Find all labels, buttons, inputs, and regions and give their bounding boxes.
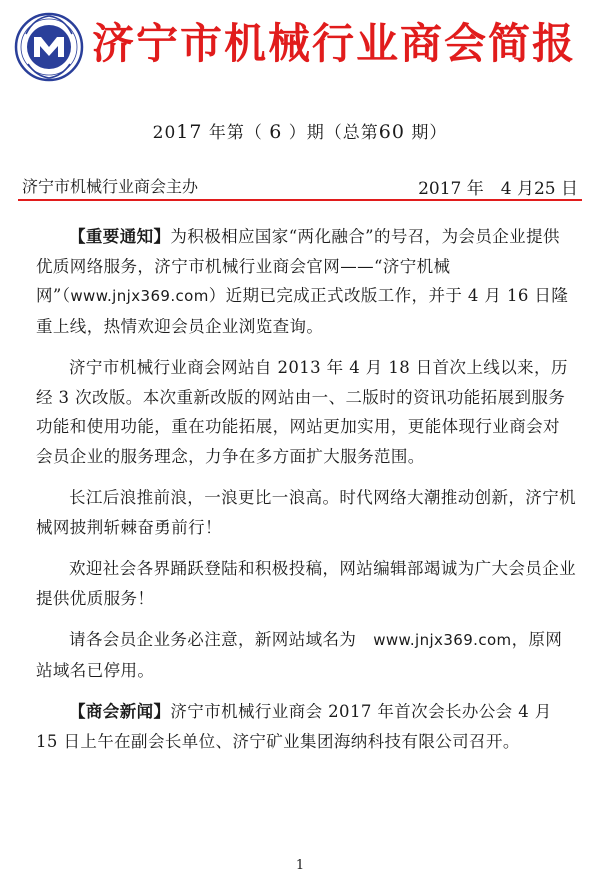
paragraph-text: 为积极相应国家“两化融合”的号召，为会员企业提供优质网络服务，济宁市机械行业商会官网——“济宁机械网”（ — [36, 227, 560, 305]
issue-label-mid: ）期（总第 — [288, 123, 379, 143]
article-body — [36, 222, 576, 768]
paragraph-text: ，原网站域名已停用。 — [36, 630, 563, 680]
issue-year-suffix: 17 — [176, 121, 203, 143]
paragraph-chamber-news — [36, 697, 576, 756]
host-organization: 济宁市机械行业商会主办 — [22, 177, 199, 196]
issue-label-end: 期） — [411, 123, 448, 143]
issue-year-prefix: 20 — [152, 123, 177, 143]
paragraph-slogan: 长江后浪推前浪，一浪更比一浪高。时代网络大潮推动创新，济宁机械网披荆斩棘奋勇前行！ — [36, 488, 576, 537]
tag-important-notice: 【重要通知】 — [69, 227, 171, 246]
website-url: www.jnjx369.com — [373, 631, 512, 649]
issue-label-year: 年第（ — [208, 123, 263, 143]
masthead — [0, 0, 600, 120]
newsletter-title: 济宁市机械行业商会简报 — [92, 19, 577, 68]
header-divider — [18, 199, 582, 201]
paragraph-welcome: 欢迎社会各界踊跃登陆和积极投稿，网站编辑部竭诚为广大会员企业提供优质服务！ — [36, 559, 576, 608]
paragraph-text: ）近期已完成正式改版工作，并于 4 月 16 日隆重上线，热情欢迎会员企业浏览查询。 — [36, 286, 569, 336]
issue-number: 6 — [269, 121, 283, 143]
issue-total-number: 60 — [378, 121, 405, 143]
paragraph-domain-notice — [36, 625, 576, 685]
meta-line — [22, 174, 578, 198]
page-number: 1 — [295, 858, 305, 873]
publish-date: 2017 年 4 月25 日 — [418, 179, 578, 199]
website-url: www.jnjx369.com — [70, 287, 209, 305]
paragraph-text: 济宁市机械行业商会 2017 年首次会长办公会 4 月 15 日上午在副会长单位、济宁矿业集团海纳科技有限公司召开。 — [36, 702, 552, 751]
chamber-logo — [14, 12, 84, 82]
issue-line — [0, 118, 600, 143]
paragraph-history: 济宁市机械行业商会网站自 2013 年 4 月 18 日首次上线以来，历经 3 次改版。本次重新改版的网站由一、二版时的资讯功能拓展到服务功能和使用功能，重在功能拓展，网站更加实用，更能体现行业商会对会员企业的服务理念，力争在多方面扩大服务范围。 — [36, 358, 568, 466]
paragraph-important-notice — [36, 222, 576, 341]
paragraph-text: 请各会员企业务必注意，新网站域名为 — [69, 630, 374, 649]
tag-chamber-news: 【商会新闻】 — [69, 702, 171, 721]
